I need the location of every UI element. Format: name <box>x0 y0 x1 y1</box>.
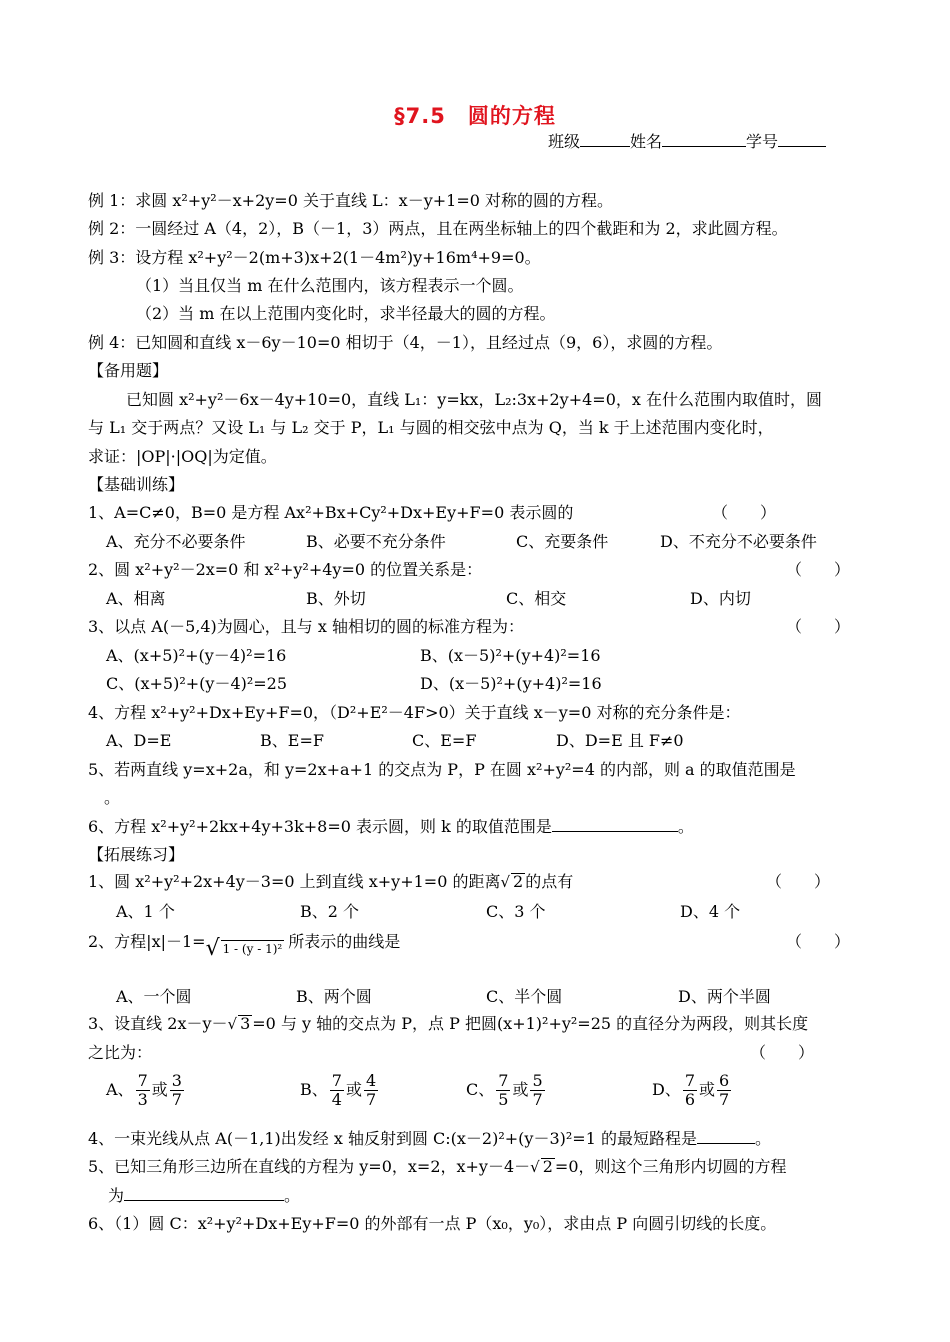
extend-q1 <box>88 872 573 892</box>
basic-q2: 2、圆 x²+y²－2x=0 和 x²+y²+4y=0 的位置关系是： <box>88 560 483 579</box>
basic-q6-end: 。 <box>677 817 694 836</box>
basic-q5-end: 。 <box>104 788 121 807</box>
option-label: C、 <box>466 1080 495 1099</box>
extend-q5-text-a: 5、已知三角形三边所在直线的方程为 y=0，x=2，x+y－4－ <box>88 1157 531 1176</box>
extend-q1-opt-b: B、2 个 <box>300 902 360 921</box>
or-word: 或 <box>699 1080 716 1099</box>
fraction <box>717 1072 731 1109</box>
extend-q2-opt-a: A、一个圆 <box>116 987 192 1006</box>
extend-q4-end: 。 <box>754 1129 771 1148</box>
extend-q1-answer: （ ） <box>766 872 831 891</box>
basic-q1-opt-d: D、不充分不必要条件 <box>660 532 817 551</box>
extend-q3-text-a: 3、设直线 2x－y－ <box>88 1014 228 1033</box>
example-3: 例 3：设方程 x²+y²－2(m+3)x+2(1－4m²)y+16m⁴+9=0。 <box>88 248 541 267</box>
numerator: 5 <box>532 1071 543 1090</box>
extend-q3-opt-b <box>300 1072 380 1109</box>
extend-q5-text-b: =0，则这个三角形内切圆的方程 <box>554 1157 787 1176</box>
extend-q2-text-a: 2、方程|x|－1= <box>88 932 206 951</box>
numerator: 6 <box>719 1071 730 1090</box>
extend-q2-opt-b: B、两个圆 <box>296 987 372 1006</box>
basic-q3-opt-a: A、(x+5)²+(y－4)²=16 <box>106 646 287 665</box>
basic-q6-blank <box>552 817 678 832</box>
example-1: 例 1：求圆 x²+y²－x+2y=0 关于直线 L：x－y+1=0 对称的圆的方程。 <box>88 191 614 210</box>
fraction <box>170 1072 184 1109</box>
fraction <box>496 1072 510 1109</box>
extend-q4-text: 4、一束光线从点 A(－1,1)出发经 x 轴反射到圆 C:(x－2)²+(y－3)²=1 的最短路程是 <box>88 1129 697 1148</box>
example-4: 例 4：已知圆和直线 x－6y－10=0 相切于（4，－1），且经过点（9，6），求圆的方程。 <box>88 333 723 352</box>
basic-q3-answer: （ ） <box>786 617 851 636</box>
sqrt-symbol: √ <box>530 1158 540 1176</box>
denominator: 7 <box>171 1090 182 1109</box>
extend-q2-opt-c: C、半个圆 <box>486 987 563 1006</box>
section-basic: 【基础训练】 <box>88 475 185 494</box>
backup-line-1: 已知圆 x²+y²－6x－4y+10=0，直线 L₁：y=kx，L₂:3x+2y+4=0，x 在什么范围内取值时，圆 <box>126 390 822 409</box>
name-blank <box>662 132 746 147</box>
option-label: B、 <box>300 1080 328 1099</box>
class-blank <box>580 132 630 147</box>
extend-q3-radicand: 3 <box>240 1014 251 1033</box>
numerator: 3 <box>171 1071 182 1090</box>
basic-q6 <box>88 817 694 837</box>
denominator: 7 <box>365 1090 377 1109</box>
basic-q2-answer: （ ） <box>786 560 851 579</box>
extend-q2-radicand: 1 - (y - 1)² <box>222 942 283 956</box>
extend-q3-opt-c <box>466 1072 547 1109</box>
or-word: 或 <box>151 1080 168 1099</box>
name-label: 姓名 <box>630 132 663 151</box>
id-blank <box>778 132 826 147</box>
denominator: 6 <box>684 1090 696 1109</box>
section-extend: 【拓展练习】 <box>88 845 185 864</box>
denominator: 7 <box>719 1090 730 1109</box>
page-title: §7.5 圆的方程 <box>394 104 556 128</box>
extend-q1-text-a: 1、圆 x²+y²+2x+4y－3=0 上到直线 x+y+1=0 的距离 <box>88 872 501 891</box>
class-label: 班级 <box>548 132 581 151</box>
basic-q1: 1、A=C≠0，B=0 是方程 Ax²+Bx+Cy²+Dx+Ey+F=0 表示圆的 <box>88 503 574 522</box>
extend-q3 <box>88 1014 808 1034</box>
extend-q5-text-c: 为 <box>108 1186 125 1205</box>
extend-q1-opt-d: D、4 个 <box>680 902 741 921</box>
numerator: 7 <box>331 1071 342 1090</box>
fraction <box>136 1072 150 1109</box>
sqrt-symbol: √ <box>500 873 511 891</box>
extend-q6: 6、（1）圆 C：x²+y²+Dx+Ey+F=0 的外部有一点 P（x₀，y₀），求由点 P 向圆引切线的长度。 <box>88 1214 777 1233</box>
extend-q5-blank <box>124 1186 284 1201</box>
id-label: 学号 <box>746 132 779 151</box>
extend-q2-text-b: 所表示的曲线是 <box>288 932 401 951</box>
extend-q5-radicand: 2 <box>542 1157 553 1176</box>
denominator: 4 <box>331 1090 342 1109</box>
example-2: 例 2：一圆经过 A（4，2），B（－1，3）两点，且在两坐标轴上的四个截距和为 2，求此圆方程。 <box>88 219 788 238</box>
extend-q5-line-2 <box>108 1186 300 1206</box>
basic-q4-opt-c: C、E=F <box>412 731 477 750</box>
example-3-part-1: （1）当且仅当 m 在什么范围内，该方程表示一个圆。 <box>136 276 524 295</box>
fraction <box>683 1072 697 1109</box>
numerator: 4 <box>365 1071 377 1090</box>
option-label: D、 <box>652 1080 681 1099</box>
basic-q2-opt-a: A、相离 <box>106 589 166 608</box>
extend-q1-opt-c: C、3 个 <box>486 902 546 921</box>
extend-q1-opt-a: A、1 个 <box>116 902 175 921</box>
basic-q2-opt-d: D、内切 <box>690 589 751 608</box>
denominator: 7 <box>532 1090 543 1109</box>
extend-q3-answer: （ ） <box>750 1043 815 1062</box>
extend-q1-text-b: 的点有 <box>525 872 574 891</box>
extend-q1-radicand: 2 <box>513 872 524 891</box>
extend-q3-opt-a <box>106 1072 186 1109</box>
or-word: 或 <box>512 1080 529 1099</box>
basic-q3-opt-c: C、(x+5)²+(y－4)²=25 <box>106 674 288 693</box>
basic-q6-text: 6、方程 x²+y²+2kx+4y+3k+8=0 表示圆，则 k 的取值范围是 <box>88 817 552 836</box>
denominator: 5 <box>498 1090 509 1109</box>
basic-q4-opt-a: A、D=E <box>106 731 172 750</box>
basic-q3-opt-b: B、(x－5)²+(y+4)²=16 <box>420 646 601 665</box>
denominator: 3 <box>137 1090 148 1109</box>
sqrt-symbol: √ <box>227 1015 238 1033</box>
example-3-part-2: （2）当 m 在以上范围内变化时，求半径最大的圆的方程。 <box>136 304 556 323</box>
backup-line-2: 与 L₁ 交于两点？又设 L₁ 与 L₂ 交于 P，L₁ 与圆的相交弦中点为 Q，当 k 于上述范围内变化时， <box>88 418 774 437</box>
basic-q5: 5、若两直线 y=x+2a，和 y=2x+a+1 的交点为 P，P 在圆 x²+y²=4 的内部，则 a 的取值范围是 <box>88 760 796 779</box>
extend-q2-opt-d: D、两个半圆 <box>678 987 771 1006</box>
basic-q2-opt-c: C、相交 <box>506 589 567 608</box>
extend-q5-end: 。 <box>284 1186 301 1205</box>
extend-q5 <box>88 1157 787 1177</box>
basic-q1-opt-a: A、充分不必要条件 <box>106 532 246 551</box>
fraction <box>330 1072 344 1109</box>
basic-q3-opt-d: D、(x－5)²+(y+4)²=16 <box>420 674 602 693</box>
section-backup: 【备用题】 <box>88 361 169 380</box>
or-word: 或 <box>345 1080 362 1099</box>
extend-q4 <box>88 1129 771 1149</box>
basic-q4-opt-b: B、E=F <box>260 731 324 750</box>
fraction <box>530 1072 544 1109</box>
extend-q4-blank <box>697 1129 755 1144</box>
backup-line-3: 求证：|OP|·|OQ|为定值。 <box>88 447 277 466</box>
numerator: 7 <box>137 1071 148 1090</box>
sqrt-symbol: √ <box>205 936 220 961</box>
numerator: 7 <box>684 1071 696 1090</box>
numerator: 7 <box>498 1071 509 1090</box>
basic-q3: 3、以点 A(－5,4)为圆心，且与 x 轴相切的圆的标准方程为： <box>88 617 524 636</box>
extend-q2 <box>88 932 400 959</box>
basic-q1-opt-b: B、必要不充分条件 <box>306 532 446 551</box>
extend-q2-answer: （ ） <box>786 932 851 951</box>
option-label: A、 <box>106 1080 134 1099</box>
extend-q3-line-2: 之比为： <box>88 1043 153 1062</box>
extend-q3-opt-d <box>652 1072 733 1109</box>
basic-q1-answer: （ ） <box>712 503 777 522</box>
fraction <box>364 1072 378 1109</box>
student-info <box>548 132 826 152</box>
basic-q2-opt-b: B、外切 <box>306 589 366 608</box>
basic-q4: 4、方程 x²+y²+Dx+Ey+F=0，（D²+E²－4F>0）关于直线 x－y=0 对称的充分条件是： <box>88 703 741 722</box>
extend-q3-text-b: =0 与 y 轴的交点为 P，点 P 把圆(x+1)²+y²=25 的直径分为两段，则其长度 <box>252 1014 809 1033</box>
basic-q4-opt-d: D、D=E 且 F≠0 <box>556 731 684 750</box>
basic-q1-opt-c: C、充要条件 <box>516 532 609 551</box>
